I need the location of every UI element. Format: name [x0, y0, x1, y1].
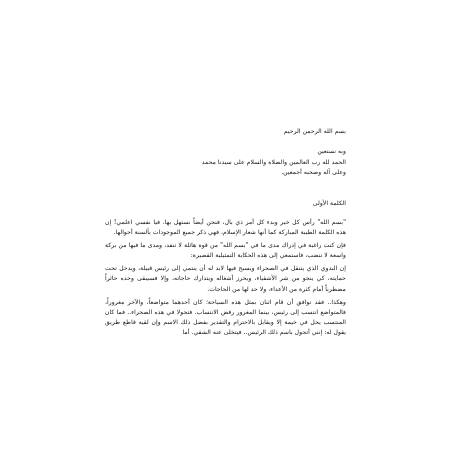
paragraph: إن البدوي الذي يتنقل في الصحراء ويسيح فيها لابد له أن ينتمي إلى رئيس قبيلة، ويدخل تحت حمايته، كي ينجو من شر الأشقياء، ويحرز أشغاله ويتدارك حاجاته، وإلا فسيبقى وحده حائراً مضطرباً أمام كثرة من الأعداء، ولا حد لها من الحاجات. [105, 265, 346, 293]
opening-lines [106, 147, 346, 179]
body-text [105, 218, 346, 338]
paragraph: فإن كنت راغبة في إدراك مدى ما في "بسم الله" من قوة هائلة لا تنفد، ومدى ما فيها من بركة واسعة لا تنضب، فاستمعي إلى هذه الحكاية التمثيلية القصيرة: [105, 242, 346, 260]
paragraph: "بسم الله" رأس كل خير وبدء كل أمر ذي بال، فنحن أيضاً نستهل بها. فيا نفسي اعلمي! إن هذه الكلمة الطيبة المباركة كما أنها شعار الإسلام، فهي ذكر جميع الموجودات بألسنة أحوالها. [105, 219, 346, 237]
opening-line: وعلى آله وصحبه أجمعين. [281, 169, 346, 176]
section-heading: الكلمة الأولى [312, 200, 346, 207]
opening-line: وبه نستعين [317, 148, 346, 155]
basmala-line: بسم الله الرحمن الرحيم [283, 128, 346, 135]
paragraph: وهكذا.. فقد توافق أن قام اثنان بمثل هذه السياحة؛ كان أحدهما متواضعاً، والآخر مغروراً، فالمتواضع انتسب إلى رئيس، بينما المغرور رفض الانتساب. فتجولا في هذه الصحراء.. فما كان المنتسب يحل في خيمة إلا ويقابل بالاحترام والتقدير بفضل ذلك الاسم وإن لقيه قاطع طريق يقول له: إنني أتجول باسم ذلك الرئيس.. فيتخلى عنه الشقي. أما [105, 298, 346, 336]
opening-line: الحمد لله رب العالمين والصلاة والسلام على سيدنا محمد [201, 158, 346, 166]
